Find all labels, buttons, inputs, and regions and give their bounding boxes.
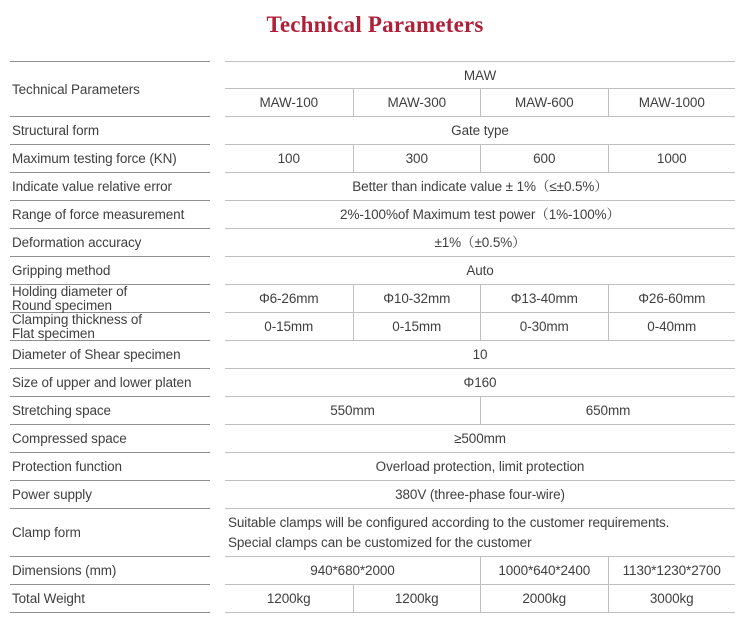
value-total-weight-3: 2000kg bbox=[480, 585, 608, 613]
parameters-table bbox=[10, 61, 735, 613]
value-size-of-platen: Φ160 bbox=[225, 369, 735, 397]
header-model-maw-600: MAW-600 bbox=[480, 89, 608, 117]
label-diameter-of-shear-specimen: Diameter of Shear specimen bbox=[10, 341, 210, 369]
value-max-force-4: 1000 bbox=[608, 145, 736, 173]
label-maximum-testing-force: Maximum testing force (KN) bbox=[10, 145, 210, 173]
label-dimensions: Dimensions (mm) bbox=[10, 557, 210, 585]
value-clamp-form bbox=[225, 509, 735, 557]
label-deformation-accuracy: Deformation accuracy bbox=[10, 229, 210, 257]
value-dimensions-3: 1130*1230*2700 bbox=[608, 557, 736, 585]
value-total-weight-1: 1200kg bbox=[225, 585, 353, 613]
header-model-maw-1000: MAW-1000 bbox=[608, 89, 736, 117]
label-size-of-platen: Size of upper and lower platen bbox=[10, 369, 210, 397]
label-power-supply: Power supply bbox=[10, 481, 210, 509]
value-structural-form: Gate type bbox=[225, 117, 735, 145]
value-clamping-thickness-4: 0-40mm bbox=[608, 313, 736, 341]
label-protection-function: Protection function bbox=[10, 453, 210, 481]
value-line: Special clamps can be customized for the customer bbox=[228, 534, 532, 550]
value-deformation-accuracy: ±1%（±0.5%） bbox=[225, 229, 735, 257]
value-total-weight-2: 1200kg bbox=[353, 585, 481, 613]
label-clamping-thickness-flat-specimen bbox=[10, 313, 210, 341]
label-compressed-space: Compressed space bbox=[10, 425, 210, 453]
label-line: Flat specimen bbox=[12, 326, 95, 341]
value-dimensions-2: 1000*640*2400 bbox=[480, 557, 608, 585]
value-holding-diameter-4: Φ26-60mm bbox=[608, 285, 736, 313]
value-line: Suitable clamps will be configured according to the customer requirements. bbox=[228, 514, 670, 530]
header-model-maw-300: MAW-300 bbox=[353, 89, 481, 117]
value-holding-diameter-3: Φ13-40mm bbox=[480, 285, 608, 313]
value-max-force-2: 300 bbox=[353, 145, 481, 173]
value-dimensions-1: 940*680*2000 bbox=[225, 557, 480, 585]
value-clamping-thickness-3: 0-30mm bbox=[480, 313, 608, 341]
label-holding-diameter-round-specimen bbox=[10, 285, 210, 313]
label-total-weight: Total Weight bbox=[10, 585, 210, 613]
header-series-name: MAW bbox=[225, 61, 735, 89]
label-stretching-space: Stretching space bbox=[10, 397, 210, 425]
label-indicate-value-relative-error: Indicate value relative error bbox=[10, 173, 210, 201]
value-max-force-3: 600 bbox=[480, 145, 608, 173]
value-holding-diameter-2: Φ10-32mm bbox=[353, 285, 481, 313]
value-protection-function: Overload protection, limit protection bbox=[225, 453, 735, 481]
label-line: Clamping thickness of bbox=[12, 312, 142, 327]
label-clamp-form: Clamp form bbox=[10, 509, 210, 557]
value-max-force-1: 100 bbox=[225, 145, 353, 173]
value-power-supply: 380V (three-phase four-wire) bbox=[225, 481, 735, 509]
value-holding-diameter-1: Φ6-26mm bbox=[225, 285, 353, 313]
label-line: Holding diameter of bbox=[12, 284, 128, 299]
value-total-weight-4: 3000kg bbox=[608, 585, 736, 613]
value-diameter-of-shear-specimen: 10 bbox=[225, 341, 735, 369]
page-title: Technical Parameters bbox=[266, 12, 484, 37]
corner-label: Technical Parameters bbox=[10, 61, 210, 117]
value-clamping-thickness-1: 0-15mm bbox=[225, 313, 353, 341]
value-stretching-space-1: 550mm bbox=[225, 397, 480, 425]
value-indicate-value-relative-error: Better than indicate value ± 1%（≤±0.5%） bbox=[225, 173, 735, 201]
label-structural-form: Structural form bbox=[10, 117, 210, 145]
value-compressed-space: ≥500mm bbox=[225, 425, 735, 453]
header-model-maw-100: MAW-100 bbox=[225, 89, 353, 117]
value-range-of-force-measurement: 2%-100%of Maximum test power（1%-100%） bbox=[225, 201, 735, 229]
label-range-of-force-measurement: Range of force measurement bbox=[10, 201, 210, 229]
value-stretching-space-2: 650mm bbox=[480, 397, 735, 425]
value-clamping-thickness-2: 0-15mm bbox=[353, 313, 481, 341]
value-gripping-method: Auto bbox=[225, 257, 735, 285]
label-line: Round specimen bbox=[12, 298, 112, 313]
label-gripping-method: Gripping method bbox=[10, 257, 210, 285]
